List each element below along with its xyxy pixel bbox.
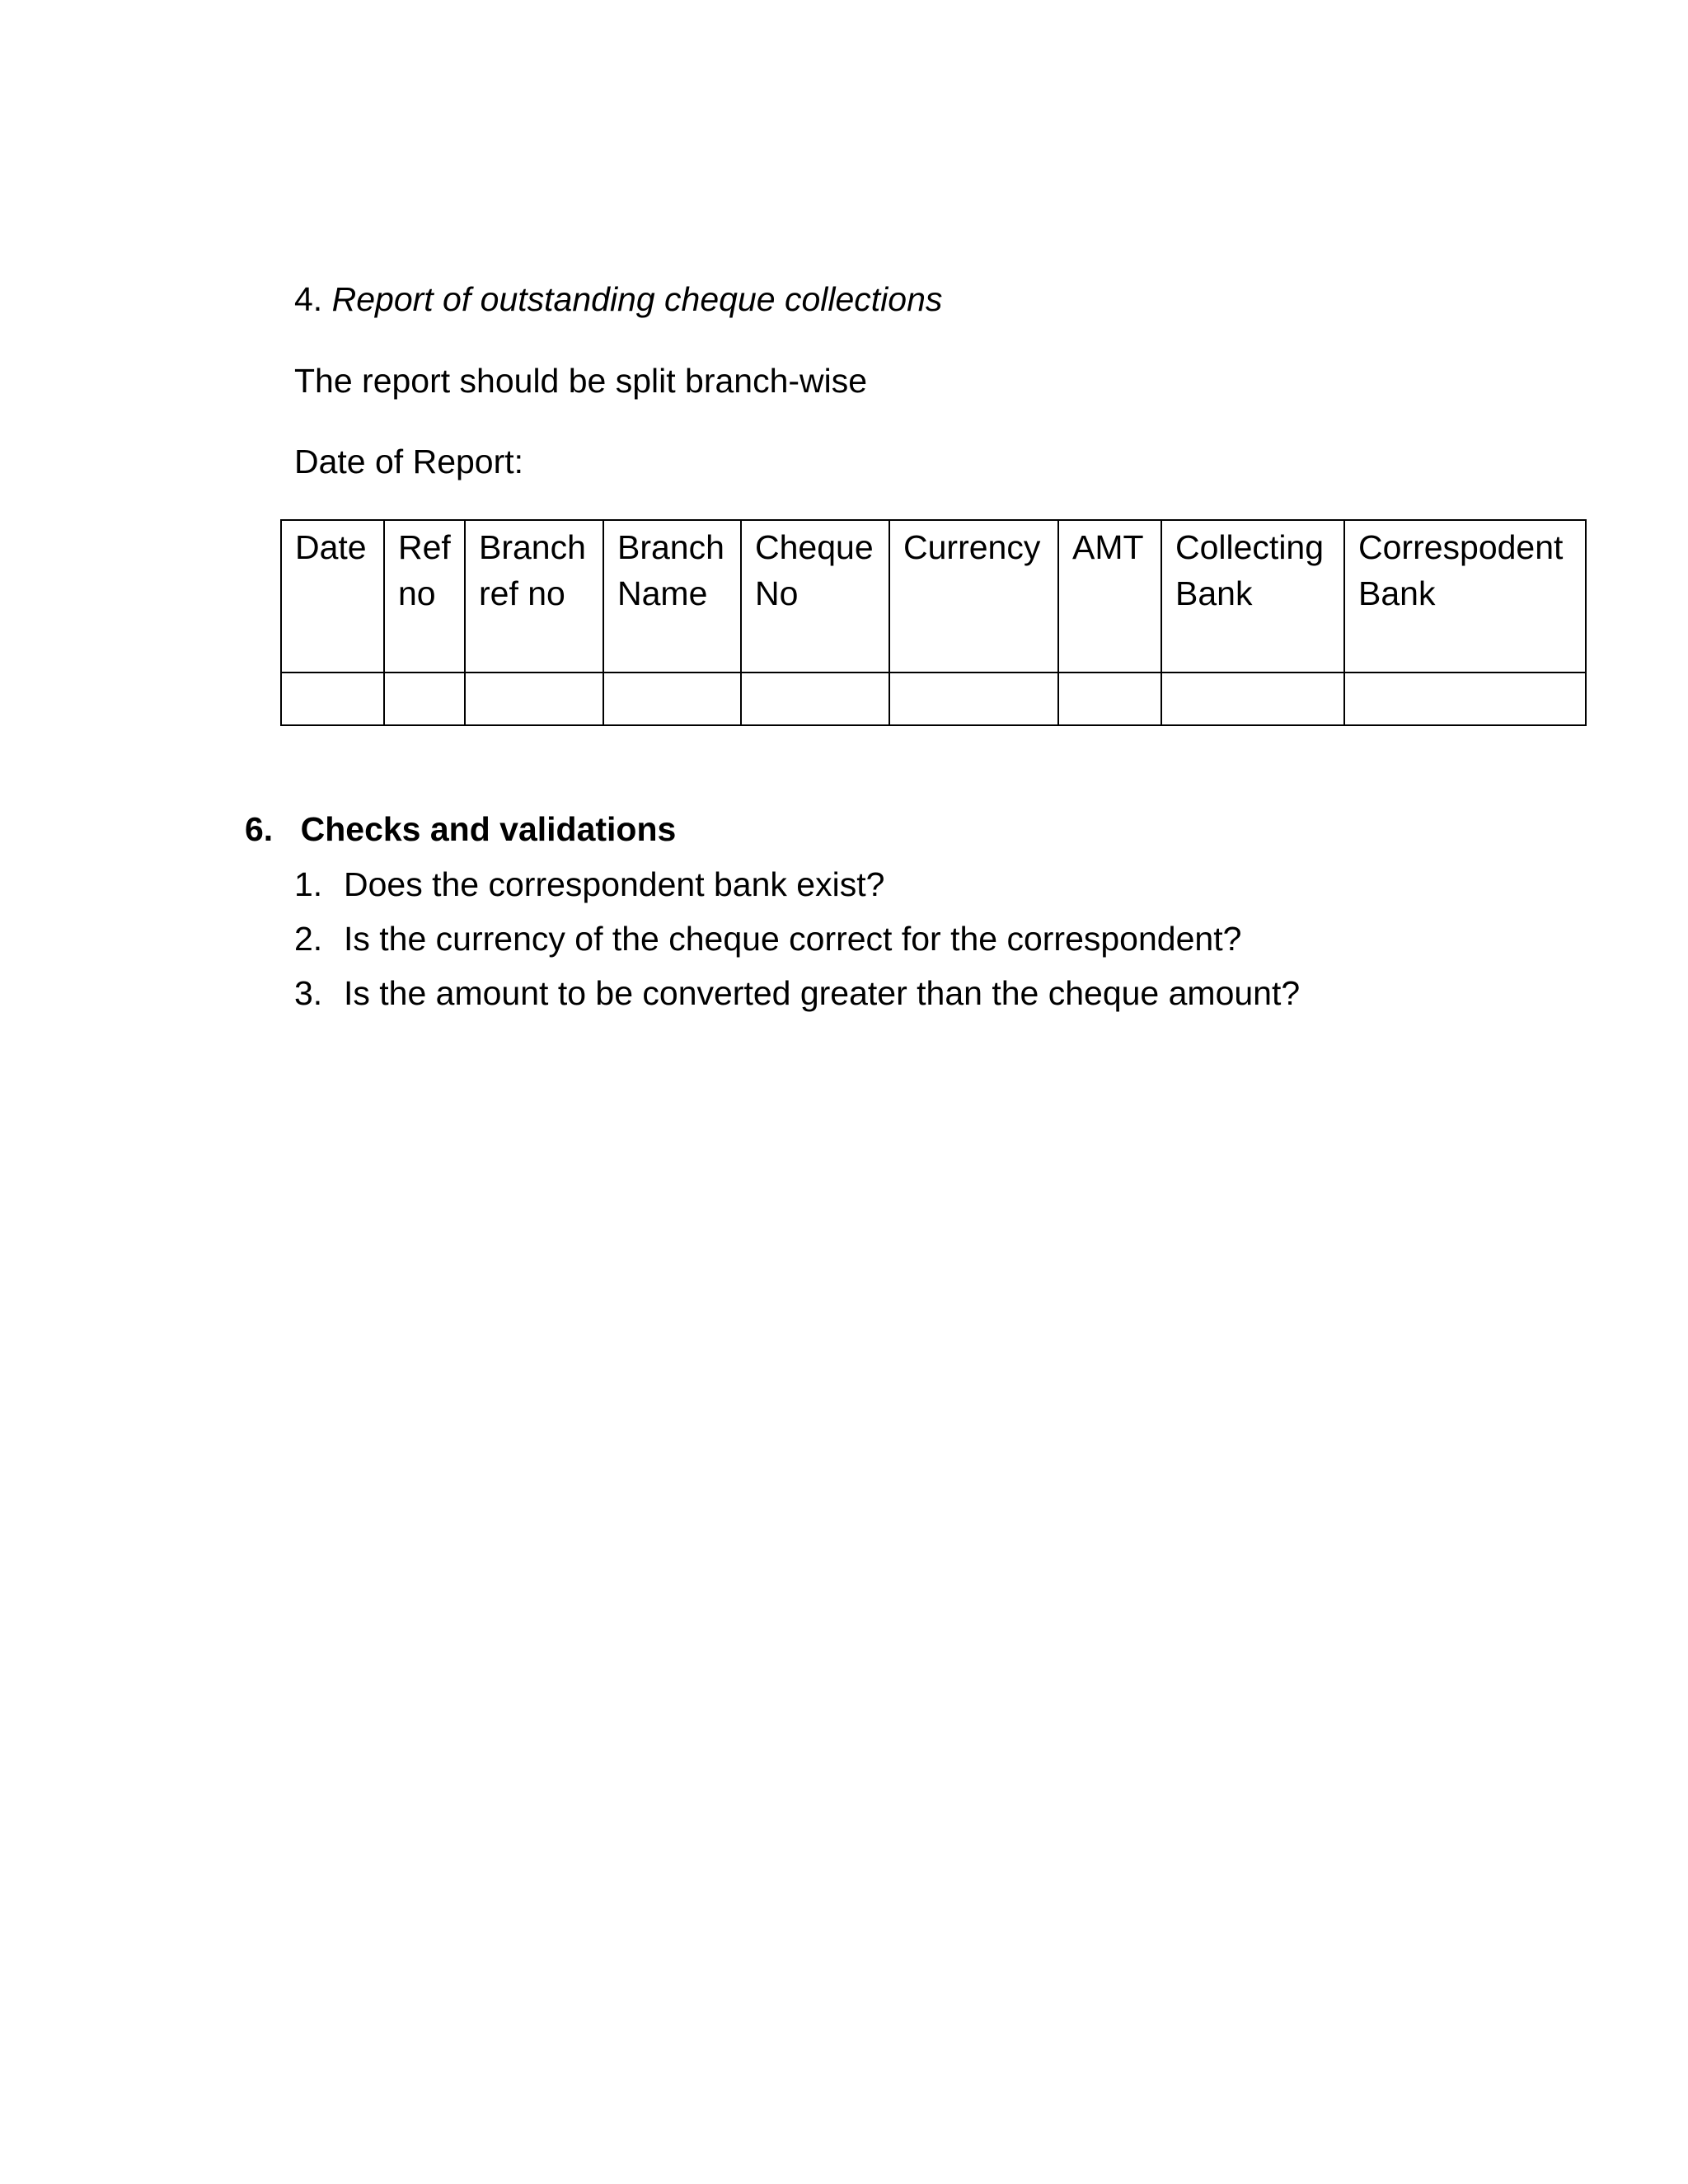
- table-cell: [741, 673, 889, 725]
- report-description: The report should be split branch-wise: [294, 362, 868, 400]
- table-cell: [465, 673, 603, 725]
- section-4-heading: [294, 277, 942, 321]
- list-item-number: 3.: [294, 974, 323, 1012]
- table-header-row: [281, 520, 1586, 673]
- header-amt: AMT: [1058, 520, 1161, 673]
- list-item: [294, 857, 1300, 912]
- header-currency: Currency: [889, 520, 1058, 673]
- header-date: Date: [281, 520, 384, 673]
- header-branch-name: Branch Name: [603, 520, 741, 673]
- header-branch-ref-no: Branch ref no: [465, 520, 603, 673]
- header-cheque-no: Cheque No: [741, 520, 889, 673]
- table-cell: [889, 673, 1058, 725]
- list-item: [294, 912, 1300, 966]
- section-6-heading: [245, 807, 676, 851]
- date-of-report-label: Date of Report:: [294, 443, 524, 480]
- header-ref-no: Ref no: [384, 520, 465, 673]
- header-correspondent-bank: Correspodent Bank: [1344, 520, 1586, 673]
- table-row: [281, 673, 1586, 725]
- list-item-text: Is the currency of the cheque correct for the correspondent?: [344, 920, 1242, 958]
- list-item: [294, 966, 1300, 1020]
- table-cell: [603, 673, 741, 725]
- table-cell: [384, 673, 465, 725]
- list-item-text: Does the correspondent bank exist?: [344, 865, 885, 903]
- table-cell: [1058, 673, 1161, 725]
- table-cell: [1161, 673, 1344, 725]
- table-cell: [1344, 673, 1586, 725]
- header-collecting-bank: Collecting Bank: [1161, 520, 1344, 673]
- validation-checks-list: [294, 857, 1300, 1020]
- section-6-title: Checks and validations: [300, 810, 677, 848]
- list-item-number: 1.: [294, 865, 323, 903]
- table-cell: [281, 673, 384, 725]
- section-6-number: 6.: [245, 810, 274, 848]
- list-item-text: Is the amount to be converted greater than the cheque amount?: [344, 974, 1301, 1012]
- section-4-title: Report of outstanding cheque collections: [331, 280, 943, 318]
- list-item-number: 2.: [294, 920, 323, 958]
- outstanding-cheques-table: [280, 519, 1587, 726]
- section-4-number: 4.: [294, 280, 323, 318]
